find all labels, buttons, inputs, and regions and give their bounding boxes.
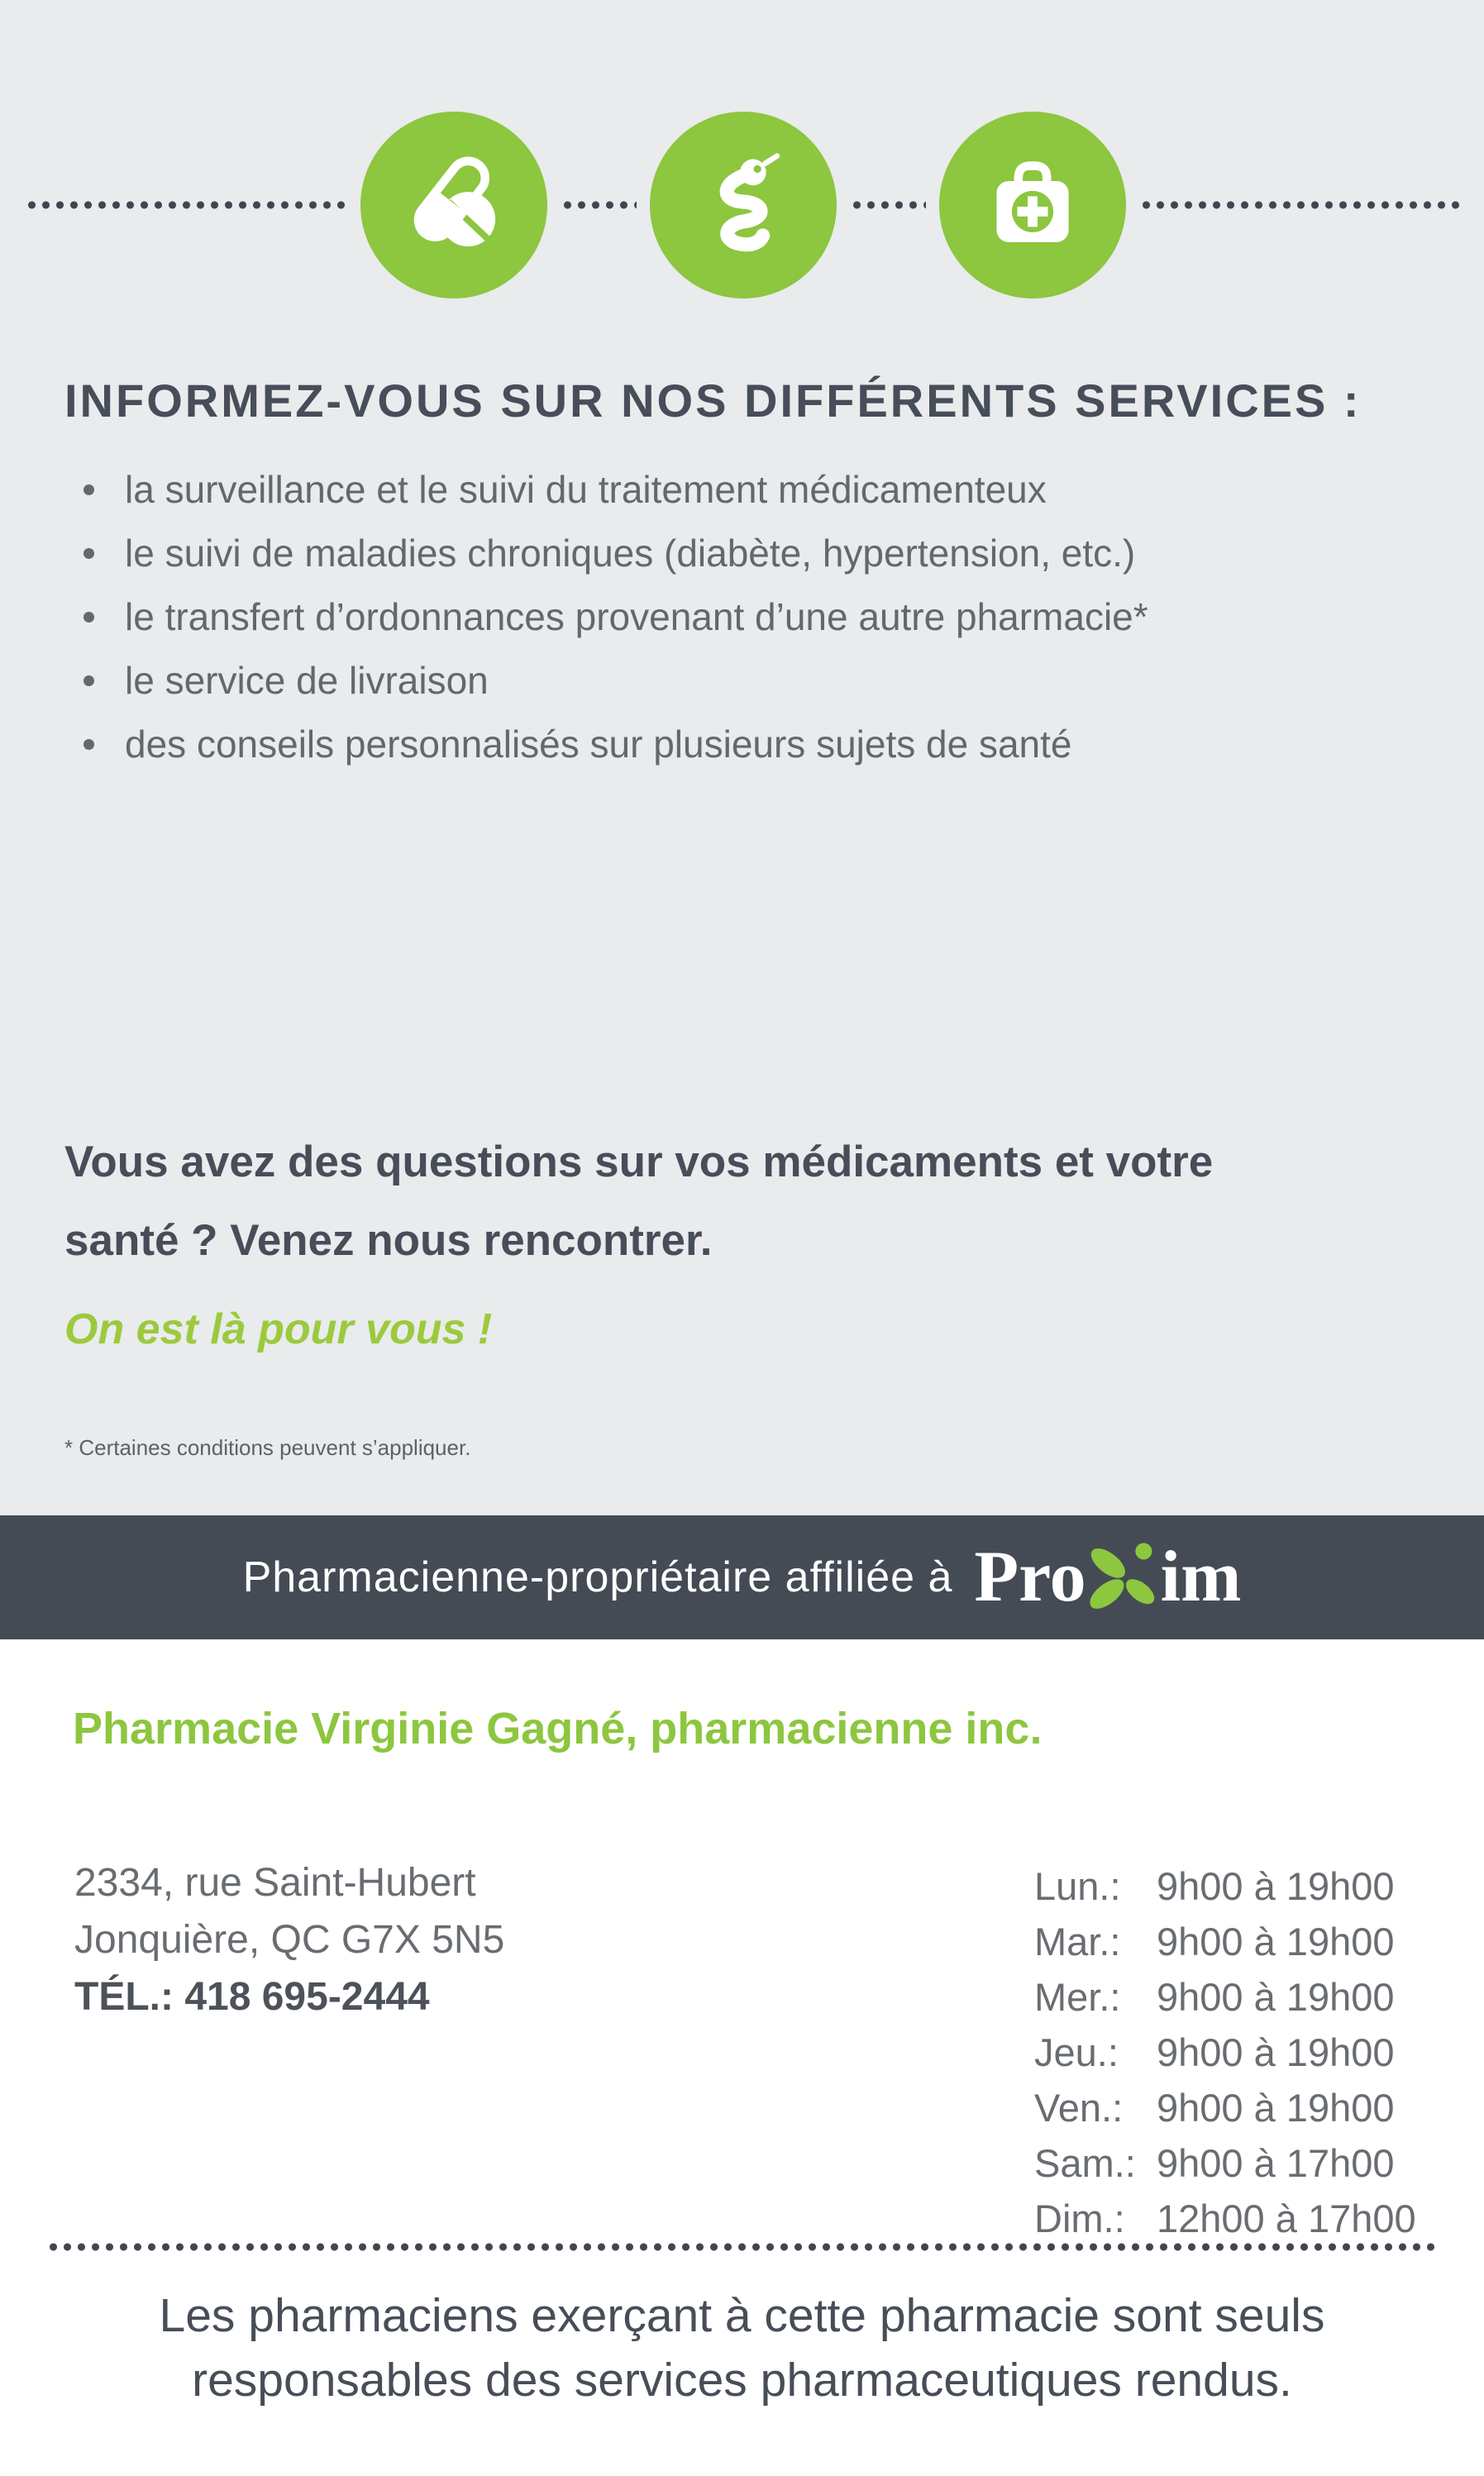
first-aid-icon-circle: [939, 112, 1126, 298]
services-heading: INFORMEZ-VOUS SUR NOS DIFFÉRENTS SERVICES :: [64, 375, 1362, 427]
asclepius-snake-icon: [689, 150, 798, 260]
services-list: [79, 470, 1148, 788]
cta-text: [64, 1123, 1213, 1280]
disclaimer-text: [0, 2283, 1484, 2412]
dotted-separator: [46, 2242, 1438, 2252]
proxim-logo-pre: Pro: [974, 1537, 1086, 1617]
affiliation-banner: [0, 1515, 1484, 1639]
service-item-2-label: le suivi de maladies chroniques (diabète, hypertension, etc.): [125, 532, 1136, 575]
hours-row-fri: [1034, 2080, 1416, 2135]
hours-day: Lun.:: [1034, 1864, 1121, 1908]
service-item-4-label: le service de livraison: [125, 659, 489, 702]
disclaimer-line-1: Les pharmaciens exerçant à cette pharmacie sont seuls: [159, 2289, 1325, 2342]
hours-row-mon: [1034, 1858, 1416, 1914]
opening-hours: [1034, 1858, 1416, 2246]
hours-day: Sam.:: [1034, 2141, 1136, 2185]
pills-icon: [399, 150, 508, 260]
cta-line-1: Vous avez des questions sur vos médicaments et votre: [64, 1138, 1214, 1186]
dotted-line-mid-1: [561, 200, 637, 210]
affiliation-text: Pharmacienne-propriétaire affiliée à: [242, 1553, 953, 1601]
service-item-2: [79, 533, 1148, 574]
hours-day: Mar.:: [1034, 1920, 1121, 1963]
icons-row: [0, 112, 1484, 298]
hours-row-tue: [1034, 1914, 1416, 1969]
hours-row-wed: [1034, 1969, 1416, 2025]
service-item-5: [79, 724, 1148, 765]
address-line-2: Jonquière, QC G7X 5N5: [74, 1918, 505, 1962]
proxim-logo: [974, 1539, 1241, 1615]
hours-day: Dim.:: [1034, 2197, 1125, 2240]
proxim-logo-post: im: [1160, 1537, 1242, 1617]
tagline: On est là pour vous !: [64, 1305, 493, 1353]
service-item-5-label: des conseils personnalisés sur plusieurs sujets de santé: [125, 723, 1072, 766]
hours-time: 9h00 à 19h00: [1157, 1864, 1395, 1908]
cta-line-2: santé ? Venez nous rencontrer.: [64, 1216, 713, 1265]
dotted-line-left: [25, 200, 347, 210]
snake-icon-circle: [650, 112, 837, 298]
dotted-line-mid-2: [850, 200, 926, 210]
phone-number: TÉL.: 418 695-2444: [74, 1975, 430, 2019]
hours-day: Mer.:: [1034, 1975, 1121, 2019]
hours-day: Jeu.:: [1034, 2030, 1119, 2074]
hours-time: 9h00 à 19h00: [1157, 1920, 1395, 1963]
service-item-3: [79, 597, 1148, 637]
pharmacy-name: Pharmacie Virginie Gagné, pharmacienne inc.: [73, 1704, 1043, 1753]
proxim-leaf-x-icon: [1088, 1539, 1159, 1615]
service-item-1: [79, 470, 1148, 510]
address-line-1: 2334, rue Saint-Hubert: [74, 1861, 476, 1905]
hours-time: 9h00 à 17h00: [1157, 2141, 1395, 2185]
hours-time: 9h00 à 19h00: [1157, 1975, 1395, 2019]
service-item-1-label: la surveillance et le suivi du traitement médicamenteux: [125, 468, 1047, 511]
hours-time: 12h00 à 17h00: [1157, 2197, 1416, 2240]
service-item-3-label: le transfert d’ordonnances provenant d’une autre pharmacie*: [125, 595, 1148, 638]
footnote: * Certaines conditions peuvent s’appliquer.: [64, 1435, 471, 1460]
dotted-line-right: [1139, 200, 1462, 210]
pharmacy-address: [74, 1854, 504, 2025]
service-item-4: [79, 661, 1148, 701]
disclaimer-line-2: responsables des services pharmaceutiques rendus.: [192, 2354, 1292, 2407]
hours-row-sat: [1034, 2135, 1416, 2191]
hours-time: 9h00 à 19h00: [1157, 2086, 1395, 2130]
hours-row-thu: [1034, 2025, 1416, 2080]
pills-icon-circle: [360, 112, 547, 298]
first-aid-kit-icon: [978, 150, 1087, 260]
hours-time: 9h00 à 19h00: [1157, 2030, 1395, 2074]
hours-row-sun: [1034, 2191, 1416, 2246]
hours-day: Ven.:: [1034, 2086, 1124, 2130]
